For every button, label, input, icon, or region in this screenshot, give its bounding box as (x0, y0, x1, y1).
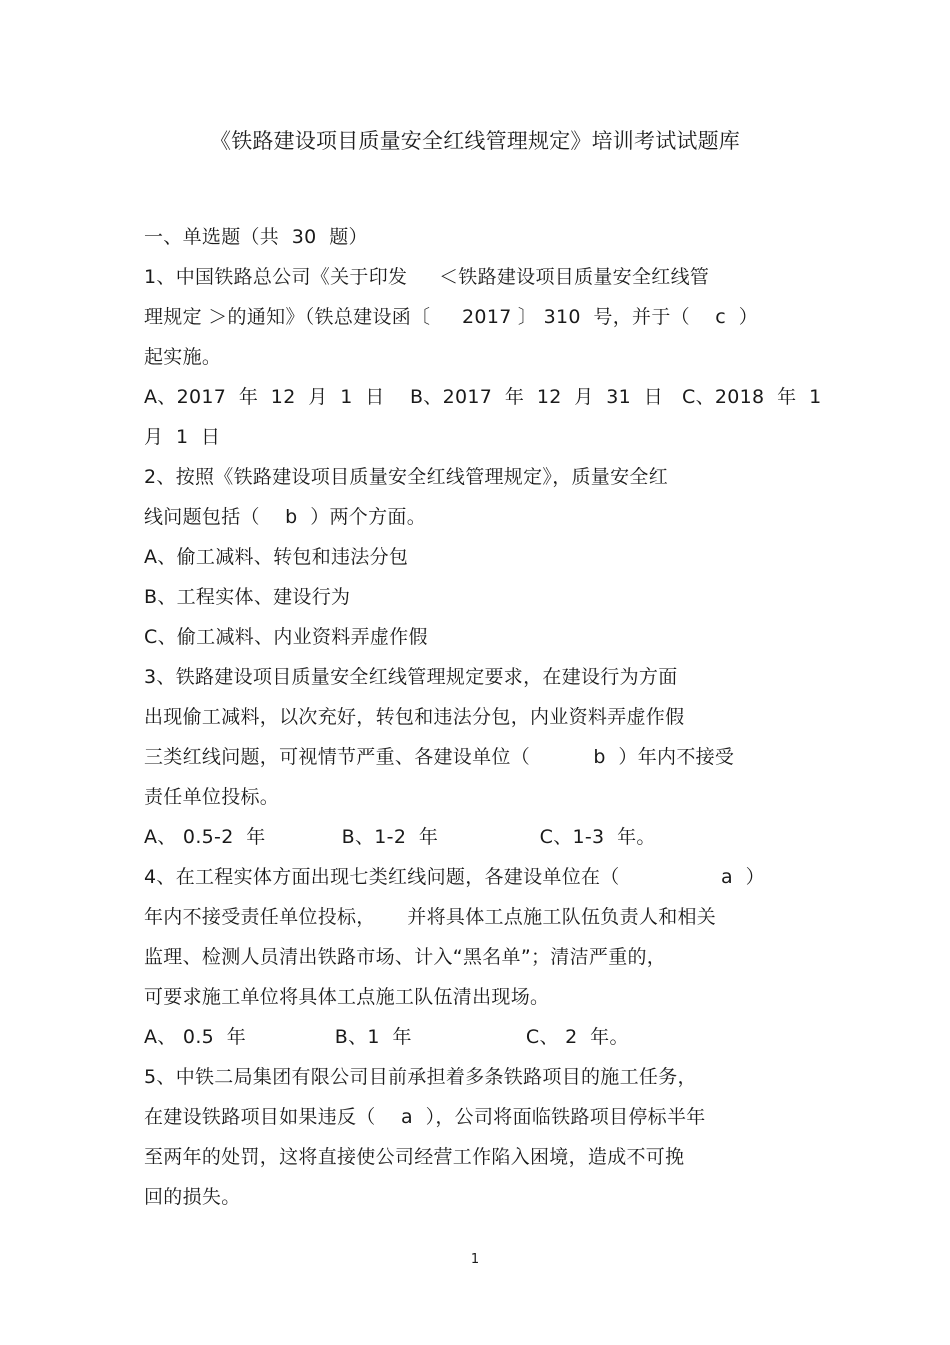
question-2-option-a: A、偷工减料、转包和违法分包 (144, 546, 409, 568)
question-4-line-4: 可要求施工单位将具体工点施工队伍清出现场。 (144, 986, 550, 1008)
question-3-options: A、 0.5-2 年 B、1-2 年 C、1-3 年。 (144, 826, 656, 848)
question-4-line-1: 4、在工程实体方面出现七类红线问题，各建设单位在（ a ） (144, 866, 765, 888)
question-4-options: A、 0.5 年 B、1 年 C、 2 年。 (144, 1026, 629, 1048)
question-5-line-3: 至两年的处罚，这将直接使公司经营工作陷入困境，造成不可挽 (144, 1146, 685, 1168)
question-2-line-1: 2、按照《铁路建设项目质量安全红线管理规定》，质量安全红 (144, 466, 668, 488)
question-2-option-c: C、偷工减料、内业资料弄虚作假 (144, 626, 428, 648)
question-1-line-2: 理规定 ＞的通知》（铁总建设函〔 2017 〕 310 号，并于（ c ） (144, 306, 758, 328)
question-3-line-4: 责任单位投标。 (144, 786, 280, 808)
question-4-line-3: 监理、检测人员清出铁路市场、计入“黑名单”；清洁严重的， (144, 946, 667, 968)
document-body (144, 217, 824, 1217)
page-number: 1 (470, 1252, 480, 1267)
question-5-line-2: 在建设铁路项目如果违反（ a ），公司将面临铁路项目停标半年 (144, 1106, 706, 1128)
question-2-line-2: 线问题包括（ b ）两个方面。 (144, 506, 426, 528)
question-1-line-3: 起实施。 (144, 346, 222, 368)
question-1-options-line-2: 月 1 日 (144, 426, 221, 448)
question-3-line-2: 出现偷工减料，以次充好，转包和违法分包，内业资料弄虚作假 (144, 706, 685, 728)
question-3-line-1: 3、铁路建设项目质量安全红线管理规定要求，在建设行为方面 (144, 666, 678, 688)
section-heading: 一、单选题（共 30 题） (144, 226, 368, 248)
question-1-options-line-1: A、2017 年 12 月 1 日 B、2017 年 12 月 31 日 C、2018 年 1 (144, 386, 822, 408)
question-2-option-b: B、工程实体、建设行为 (144, 586, 351, 608)
question-3-line-3: 三类红线问题，可视情节严重、各建设单位（ b ）年内不接受 (144, 746, 735, 768)
question-1-line-1: 1、中国铁路总公司《关于印发 ＜铁路建设项目质量安全红线管 (144, 266, 710, 288)
document-title: 《铁路建设项目质量安全红线管理规定》培训考试试题库 (210, 129, 740, 153)
question-5-line-4: 回的损失。 (144, 1186, 241, 1208)
question-5-line-1: 5、中铁二局集团有限公司目前承担着多条铁路项目的施工任务， (144, 1066, 697, 1088)
question-4-line-2: 年内不接受责任单位投标， 并将具体工点施工队伍负责人和相关 (144, 906, 717, 928)
